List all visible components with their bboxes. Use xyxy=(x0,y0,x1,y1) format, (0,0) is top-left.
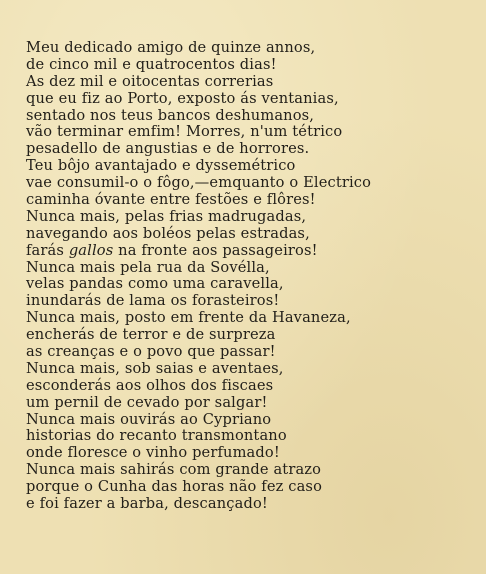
poem-line: vae consumil-o o fôgo,—emquanto o Electrico xyxy=(26,174,372,192)
poem-line: Teu bôjo avantajado e dyssemétrico xyxy=(26,157,296,175)
poem-line: caminha óvante entre festões e flôres! xyxy=(26,191,316,209)
poem-line: Meu dedicado amigo de quinze annos, xyxy=(26,39,316,56)
poem-line: Nunca mais, pelas frias madrugadas, xyxy=(26,207,307,225)
poem-line: vão terminar emfim! Morres, n'um tétrico xyxy=(26,123,343,141)
poem-body xyxy=(26,40,476,513)
poem-line: de cinco mil e quatrocentos dias! xyxy=(26,55,277,73)
poem-line: As dez mil e oitocentas correrias xyxy=(26,72,274,90)
poem-line: Nunca mais, posto em frente da Havaneza, xyxy=(26,309,351,327)
poem-line-italic: gallos xyxy=(68,241,114,259)
poem-line: Nunca mais ouvirás ao Cypriano xyxy=(26,410,272,428)
poem-line: Nunca mais sahirás com grande atrazo xyxy=(26,461,322,479)
poem-line: porque o Cunha das horas não fez caso xyxy=(26,478,322,496)
poem-line: sentado nos teus bancos deshumanos, xyxy=(26,106,315,124)
poem-line: esconderás aos olhos dos fiscaes xyxy=(26,376,274,394)
poem-line: pesadello de angustias e de horrores. xyxy=(26,140,310,158)
poem-line: e foi fazer a barba, descançado! xyxy=(26,495,268,513)
poem-line: que eu fiz ao Porto, exposto ás ventanias, xyxy=(26,89,339,107)
cropped-header-text xyxy=(22,0,362,5)
poem-line: historias do recanto transmontano xyxy=(26,427,287,445)
poem-line: as creanças e o povo que passar! xyxy=(26,343,276,361)
poem-line: onde floresce o vinho perfumado! xyxy=(26,444,280,462)
poem-line: um pernil de cevado por salgar! xyxy=(26,393,268,411)
poem-line: inundarás de lama os forasteiros! xyxy=(26,292,280,310)
poem-line-part: farás xyxy=(26,241,69,259)
poem-line: navegando aos boléos pelas estradas, xyxy=(26,224,310,242)
poem-line xyxy=(26,243,476,260)
poem-line: velas pandas como uma caravella, xyxy=(26,275,284,293)
poem-line: Nunca mais, sob saias e aventaes, xyxy=(26,359,284,377)
poem-line: encherás de terror e de surpreza xyxy=(26,326,276,344)
poem-line-part: na fronte aos passageiros! xyxy=(113,241,318,259)
poem-line: Nunca mais pela rua da Sovélla, xyxy=(26,258,270,276)
